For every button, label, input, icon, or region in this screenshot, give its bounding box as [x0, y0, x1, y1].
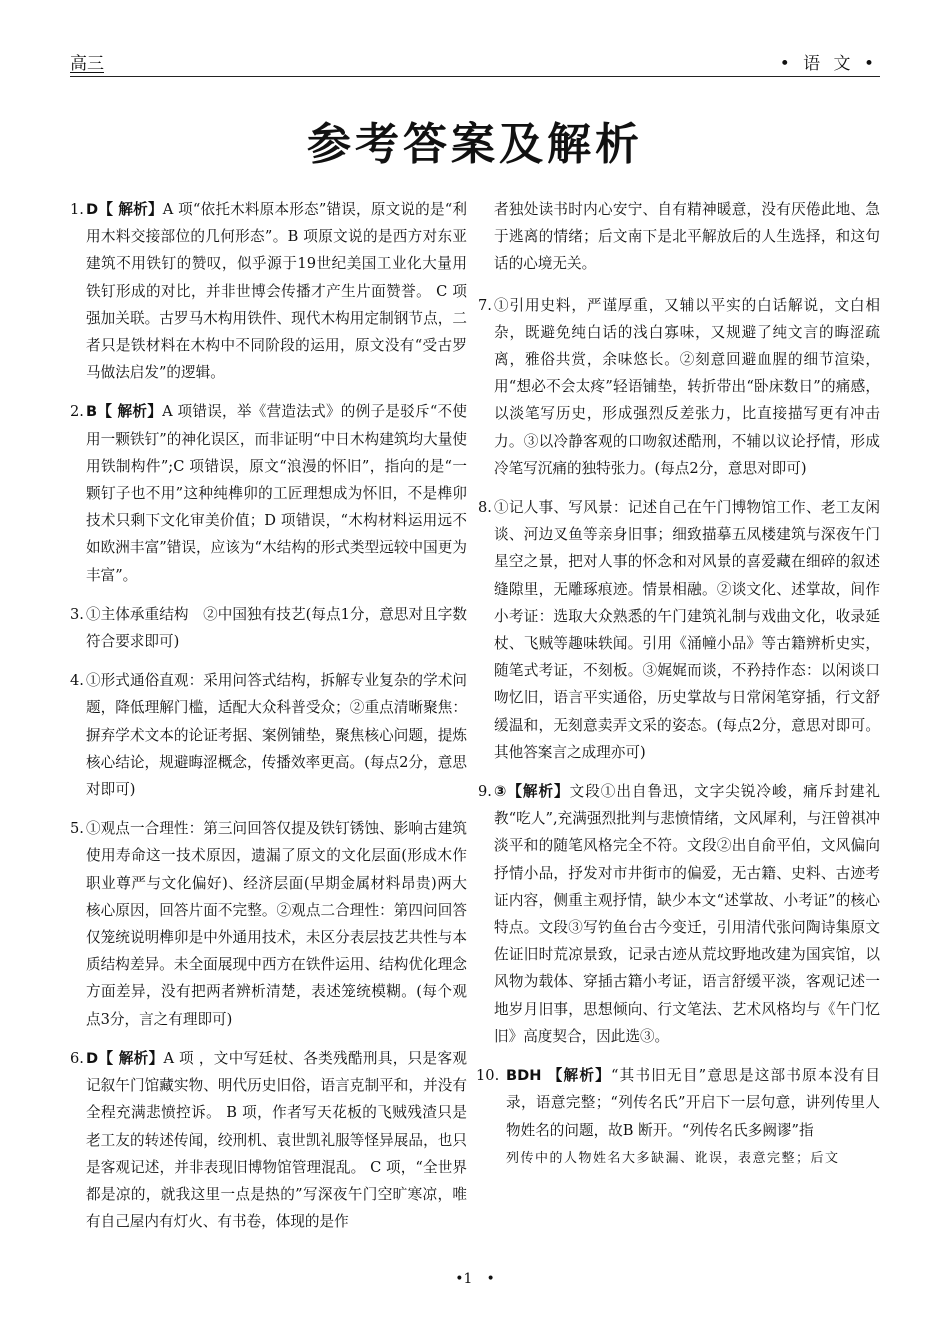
answer-item-1 — [72, 196, 467, 386]
subject-label: • 语 文 • — [779, 54, 878, 74]
item-answer: BDH — [506, 1067, 542, 1085]
item-answer: D — [86, 1049, 99, 1067]
item-text: ①引用史料，严谨厚重，又辅以平实的白话解说，文白相杂，既避免纯白话的浅白寡味，又规避了纯文言的晦涩疏离，雅俗共赏，余味悠长。②刻意回避血腥的细节渲染，用“想必不会太疼”轻语铺垫，转折带出“卧床数日”的痛感，以淡笔写历史，形成强烈反差张力，比直接描写更有冲击力。③以冷静客观的口吻叙述酷刑，不辅以议论抒情，形成冷笔写沉痛的独特张力。(每点2分，意思对即可) — [494, 296, 880, 477]
answer-item-6 — [72, 1045, 467, 1235]
answer-item-10 — [476, 1062, 880, 1172]
item-number: 5. — [70, 820, 84, 838]
item-text: 者独处读书时内心安宁、自有精神暖意，没有厌倦此地、急于逃离的情绪；后文南下是北平解放后的人生选择，和这句话的心境无关。 — [494, 201, 880, 273]
item-text: 文段①出自鲁迅，文字尖锐冷峻，痛斥封建礼教“吃人”,充满强烈批判与悲愤情绪，文风犀利，与汪曾祺冲淡平和的随笔风格完全不符。文段②出自俞平伯，文风偏向抒情小品，抒发对市井街市的偏爱，无古籍、史料、古迹考证内容，侧重主观抒情，缺少本文“述掌故、小考证”的核心特点。文段③写钓鱼台古今变迁，引用清代张问陶诗集原文佐证旧时荒凉景致，记录古迹从荒坟野地改建为国宾馆，以风物为载体、穿插古籍小考证，语言舒缓平淡，客观记述一地岁月旧事，思想倾向、行文笔法、艺术风格均与《午门忆旧》高度契合，因此选③。 — [494, 783, 880, 1045]
item-number: 10. — [476, 1067, 500, 1085]
item-text: ①记人事、写风景：记述自己在午门博物馆工作、老工友闲谈、河边叉鱼等亲身旧事；细致描摹五凤楼建筑与深夜午门星空之景，把对人事的怀念和对风景的喜爱藏在细碎的叙述缝隙里，无雕琢痕迹。情景相融。②谈文化、述掌故，间作小考证：选取大众熟悉的午门建筑礼制与戏曲文化，收录延杖、飞贼等趣味轶闻。引用《涌幢小品》等古籍辨析史实，随笔式考证，不刻板。③娓娓而谈，不矜持作态：以闲谈口吻忆旧，语言平实通俗，历史掌故与日常闲笔穿插，行文舒缓温和，无刻意卖弄文采的姿态。(每点2分，意思对即可。其他答案言之成理亦可) — [494, 499, 880, 761]
item-number: 9. — [478, 783, 492, 801]
item-text: ①主体承重结构 ②中国独有技艺(每点1分，意思对且字数符合要求即可) — [86, 605, 467, 651]
item-number: 8. — [478, 499, 492, 517]
item-tag: 【 解析】 — [98, 201, 163, 218]
item-text: A 项错误，举《营造法式》的例子是驳斥“不使用一颗铁钉”的神化误区，而非证明“中日木构建筑均大量使用铁制构件”;C 项错误，原文“浪漫的怀旧”，指向的是“一颗钉子也不用”这种纯榫卯的工匠理想成为怀旧，不是榫卯技术只剩下文化审美价值；D 项错误，“木构材料运用远不如欧洲丰富”错误，应该为“木结构的形式类型远较中国更为丰富”。 — [86, 403, 467, 584]
item-text-tail: 列传中的人物姓名大多缺漏、讹误，表意完整；后文 — [506, 1150, 840, 1166]
item-number: 7. — [478, 296, 492, 314]
item-answer: D — [86, 201, 99, 218]
grade-label: 高三 — [70, 54, 104, 74]
answer-item-5 — [72, 815, 467, 1033]
answer-item-7 — [480, 292, 880, 482]
answer-item-4 — [72, 667, 467, 803]
item-number: 2. — [70, 403, 84, 421]
answer-item-6-continued — [480, 196, 880, 278]
answer-item-3 — [72, 601, 467, 655]
page-title: 参考答案及解析 — [307, 119, 643, 170]
item-number: 1. — [70, 201, 84, 218]
item-number: 3. — [70, 605, 84, 623]
item-tag: 【解析】 — [507, 783, 570, 801]
item-text: A 项“依托木料原本形态”错误，原文说的是“利用木料交接部位的几何形态”。B 项原文说的是西方对东亚建筑不用铁钉的赞叹，似乎源于19世纪美国工业化大量用铁钉形成的对比，并非世博会传播才产生片面赞誉。 C 项强加关联。古罗马木构用铁件、现代木构用定制钢节点，二者只是铁材料在木构中不同阶段的运用，原文没有“受古罗马做法启发”的逻辑。 — [86, 201, 467, 382]
answer-item-8 — [480, 494, 880, 766]
item-number: 6. — [70, 1049, 84, 1067]
item-tag: 【解析】 — [541, 1067, 611, 1085]
item-tag: 【 解析】 — [97, 403, 163, 421]
answer-item-2 — [72, 398, 467, 588]
item-answer: B — [86, 403, 98, 421]
page-number: •1 • — [455, 1271, 495, 1287]
item-text: A 项 ，文中写廷杖、各类残酷刑具，只是客观记叙午门馆藏实物、明代历史旧俗，语言克制平和，并没有全程充满悲愤控诉。 B 项，作者写天花板的飞贼残渣只是老工友的转述传闻，绞刑机、袁世凯礼服等怪异展品，也只是客观记述，并非表现旧博物馆管理混乱。 C 项，“全世界都是凉的，就我这里一点是热的”写深夜午门空旷寒凉，唯有自己屋内有灯火、有书卷，体现的是作 — [86, 1049, 467, 1231]
page-header — [70, 54, 880, 77]
item-text: “其书旧无目”意思是这部书原本没有目录，语意完整；“列传名氏”开启下一层句意，讲列传里人物姓名的问题，故B 断开。“列传名氏多阙谬”指 — [506, 1067, 880, 1139]
item-text: ①形式通俗直观：采用问答式结构，拆解专业复杂的学术问题，降低理解门槛，适配大众科普受众；②重点清晰聚焦：摒弃学术文本的论证考据、案例铺垫，聚焦核心问题，提炼核心结论，规避晦涩概念，传播效率更高。(每点2分，意思对即可) — [86, 672, 467, 799]
right-column — [476, 196, 880, 1184]
item-number: 4. — [70, 672, 84, 690]
item-tag: 【 解析】 — [98, 1049, 164, 1067]
item-answer: ③ — [494, 783, 508, 801]
item-text: ①观点一合理性：第三问回答仅提及铁钉锈蚀、影响古建筑使用寿命这一技术原因，遗漏了原文的文化层面(形成木作职业尊严与文化偏好)、经济层面(早期金属材料昂贵)两大核心原因，回答片面不完整。②观点二合理性：第四问回答仅笼统说明榫卯是中外通用技术，未区分表层技艺共性与本质结构差异。未全面展现中西方在铁件运用、结构优化理念方面差异，没有把两者辨析清楚，表述笼统模糊。(每个观点3分，言之有理即可) — [86, 820, 467, 1028]
answer-item-9 — [480, 778, 880, 1050]
left-column — [72, 196, 467, 1247]
